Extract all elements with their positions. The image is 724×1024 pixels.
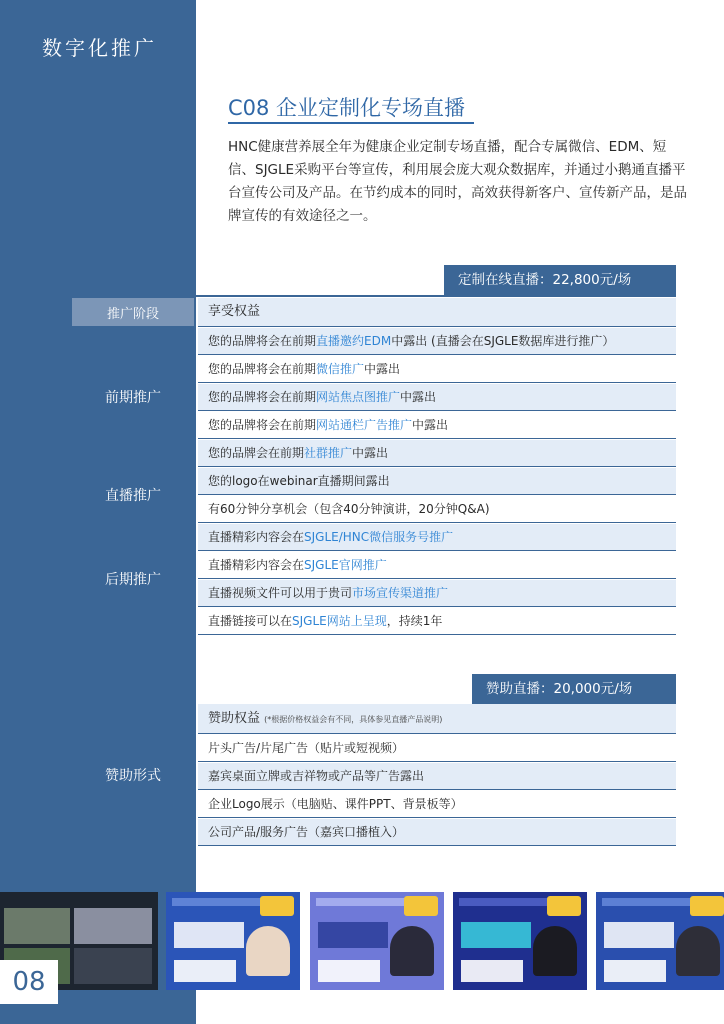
- table-row: 您的品牌将会在前期微信推广中露出: [198, 356, 676, 383]
- table-top-rule: [72, 295, 676, 297]
- benefits-table: [72, 298, 676, 634]
- table-row: 您的品牌会在前期社群推广中露出: [198, 440, 676, 467]
- table-row: 直播视频文件可以用于贵司市场宣传渠道推广: [198, 580, 676, 607]
- table-row: 您的品牌将会在前期网站通栏广告推广中露出: [198, 412, 676, 439]
- stage-live: 直播推广: [72, 468, 194, 522]
- webinar-poster-thumbnail: [166, 892, 300, 990]
- table-row: 片头广告/片尾广告（贴片或短视频）: [198, 735, 676, 762]
- webinar-poster-thumbnail: [596, 892, 724, 990]
- page-number: 08: [0, 960, 58, 1004]
- table-row: 有60分钟分享机会（包含40分钟演讲，20分钟Q&A): [198, 496, 676, 523]
- stage-post: 后期推广: [72, 524, 194, 634]
- intro-paragraph: HNC健康营养展全年为健康企业定制专场直播，配合专属微信、EDM、短信、SJGLE采购平台等宣传，利用展会庞大观众数据库，并通过小鹅通直播平台宣传公司及产品。在节约成本的同时，高效获得新客户、宣传新产品，是品牌宣传的有效途径之一。: [228, 139, 687, 224]
- webinar-poster-thumbnail: [310, 892, 444, 990]
- price-tab-online: 定制在线直播：22,800元/场: [444, 265, 676, 295]
- heading-underline: [228, 122, 474, 124]
- page-heading: C08 企业定制化专场直播: [228, 96, 466, 120]
- price-tab-sponsor: 赞助直播：20,000元/场: [472, 674, 676, 704]
- sponsor-title-row: 赞助权益 (*根据价格权益会有不同，具体参见直播产品说明): [198, 704, 676, 734]
- webinar-thumbnails: [0, 892, 724, 992]
- table-row: 公司产品/服务广告（嘉宾口播植入）: [198, 819, 676, 846]
- header-stage-cell: 推广阶段: [72, 298, 194, 326]
- header-benefit-cell: 享受权益: [198, 298, 676, 327]
- stage-sponsor: 赞助形式: [72, 704, 194, 846]
- sponsor-table: [72, 704, 676, 846]
- table-row: 直播链接可以在SJGLE网站上呈现，持续1年: [198, 608, 676, 635]
- table-row: 企业Logo展示（电脑贴、课件PPT、背景板等）: [198, 791, 676, 818]
- table-row: 您的logo在webinar直播期间露出: [198, 468, 676, 495]
- table-row: 您的品牌将会在前期网站焦点图推广中露出: [198, 384, 676, 411]
- webinar-poster-thumbnail: [453, 892, 587, 990]
- stage-pre: 前期推广: [72, 328, 194, 466]
- table-row: 直播精彩内容会在SJGLE官网推广: [198, 552, 676, 579]
- table-row: 直播精彩内容会在SJGLE/HNC微信服务号推广: [198, 524, 676, 551]
- table-row: 您的品牌将会在前期直播邀约EDM中露出 (直播会在SJGLE数据库进行推广）: [198, 328, 676, 355]
- section-title: 数字化推广: [42, 36, 157, 60]
- table-row: 嘉宾桌面立牌或吉祥物或产品等广告露出: [198, 763, 676, 790]
